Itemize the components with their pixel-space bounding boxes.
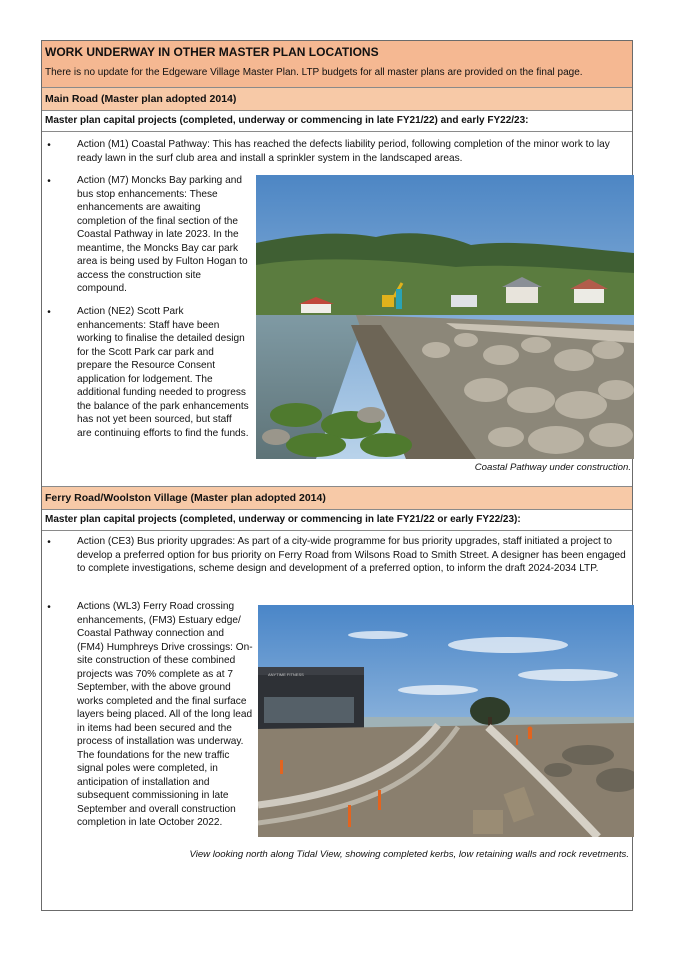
header-note: There is no update for the Edgeware Village Master Plan. LTP budgets for all master plans are provided on the final page.	[45, 67, 583, 78]
list-item-ne2: Action (NE2) Scott Park enhancements: Staff have been working to finalise the detailed design for the Scott Park car park and prepare the Resource Consent application for lodgement. The additional funding needed to progress the balance of the park enhancements has not yet been sourced, but staff are continuing efforts to find the funds.	[77, 306, 249, 439]
ferry-road-title: Ferry Road/Woolston Village (Master plan adopted 2014)	[45, 492, 326, 504]
tidal-view-photo	[258, 605, 634, 837]
section-header-main-road	[42, 88, 632, 111]
ferry-road-subtitle: Master plan capital projects (completed, underway or commencing in late FY21/22 or early FY22/23):	[45, 514, 521, 525]
section-header-master-plans	[42, 41, 632, 88]
bullet-icon: •	[47, 602, 51, 613]
list-item-m7: Action (M7) Moncks Bay parking and bus stop enhancements: These enhancements are awaiting completion of the final section of the Coastal Pathway in late 2023. In the meantime, the Moncks Bay car park area is being used by Fulton Hogan to access the construction site compound.	[77, 175, 248, 294]
bullet-icon: •	[47, 176, 51, 187]
list-item-ce3: Action (CE3) Bus priority upgrades: As part of a city-wide programme for bus priority upgrades, staff initiated a project to develop a preferred option for bus priority on Ferry Road from Wilsons Road to Smith Street. A designer has been engaged to complete investigations, scheme design and development of a preferred option, to inform the draft 2024-2034 LTP.	[77, 536, 626, 574]
section-header-ferry-road	[42, 486, 632, 510]
building-sign-text: ANYTIME FITNESS	[268, 672, 304, 677]
list-item-m1: Action (M1) Coastal Pathway: This has reached the defects liability period, following completion of the minor work to lay ready lawn in the surf club area and install a sprinkler system in the landscaped areas.	[77, 139, 610, 164]
list-item-wl3: Actions (WL3) Ferry Road crossing enhancements, (FM3) Estuary edge/ Coastal Pathway connection and (FM4) Humphreys Drive crossings: On-site construction of these combined projects was 70% complete as at 7 September, with the above ground works completed and the final surface layers being placed. All of the long lead in items had been secured and the process of installation was underway. The foundations for the new traffic signal poles were completed, in anticipation of installation and subsequent commissioning in late September and overall construction completion in late October 2022.	[77, 601, 253, 828]
bullet-icon: •	[47, 307, 51, 318]
main-road-title: Main Road (Master plan adopted 2014)	[45, 93, 237, 105]
photo-caption-coastal: Coastal Pathway under construction.	[474, 462, 631, 473]
page-frame	[41, 40, 633, 911]
bullet-icon: •	[47, 140, 51, 151]
ferry-road-subtitle-row	[42, 510, 632, 531]
bullet-icon: •	[47, 537, 51, 548]
photo-caption-tidal-view: View looking north along Tidal View, showing completed kerbs, low retaining walls and rock revetments.	[189, 849, 629, 860]
page-title: WORK UNDERWAY IN OTHER MASTER PLAN LOCATIONS	[45, 45, 379, 59]
main-road-subtitle: Master plan capital projects (completed, underway or commencing in late FY21/22) and early FY22/23:	[45, 115, 529, 126]
main-road-subtitle-row	[42, 111, 632, 132]
coastal-pathway-photo	[256, 175, 634, 459]
